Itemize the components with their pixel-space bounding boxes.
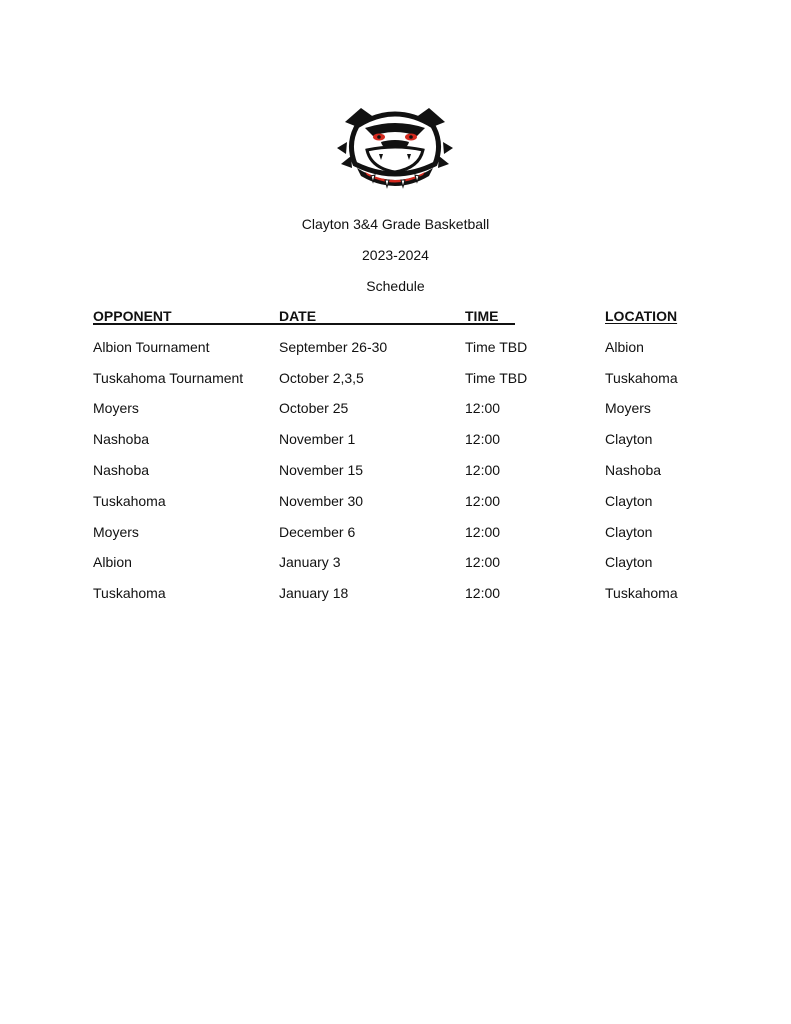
table-row <box>93 584 693 615</box>
time-cell: 12:00 <box>465 400 501 417</box>
column-header-opponent: OPPONENT <box>93 308 172 324</box>
location-cell: Nashoba <box>605 461 662 478</box>
location-cell: Albion <box>605 338 644 355</box>
opponent-cell: Tuskahoma <box>93 585 166 602</box>
opponent-cell: Nashoba <box>93 431 150 448</box>
opponent-cell: Moyers <box>93 523 139 540</box>
schedule-subtitle: Schedule <box>366 278 425 294</box>
date-cell: September 26-30 <box>279 338 388 355</box>
date-cell: November 15 <box>279 461 364 478</box>
time-cell: Time TBD <box>465 338 528 355</box>
table-row <box>93 523 693 554</box>
time-cell: 12:00 <box>465 461 501 478</box>
date-cell: November 1 <box>279 431 356 448</box>
opponent-cell: Albion Tournament <box>93 338 210 355</box>
opponent-cell: Moyers <box>93 400 139 417</box>
bulldog-mascot-icon <box>331 104 459 190</box>
schedule-table <box>93 307 693 615</box>
opponent-cell: Albion <box>93 554 132 571</box>
time-cell: 12:00 <box>465 585 501 602</box>
time-cell: Time TBD <box>465 369 528 386</box>
opponent-cell: Tuskahoma <box>93 492 166 509</box>
date-cell: December 6 <box>279 523 356 540</box>
table-row <box>93 338 693 369</box>
location-cell: Moyers <box>605 400 651 417</box>
location-cell: Clayton <box>605 523 653 540</box>
location-cell: Tuskahoma <box>605 585 678 602</box>
table-row <box>93 553 693 584</box>
time-cell: 12:00 <box>465 431 501 448</box>
table-row <box>93 461 693 492</box>
column-header-time: TIME <box>465 308 499 324</box>
table-row <box>93 399 693 430</box>
time-cell: 12:00 <box>465 523 501 540</box>
opponent-cell: Nashoba <box>93 461 150 478</box>
date-cell: January 3 <box>279 554 341 571</box>
season-label: 2023-2024 <box>362 247 429 263</box>
table-row <box>93 369 693 400</box>
time-cell: 12:00 <box>465 554 501 571</box>
time-cell: 12:00 <box>465 492 501 509</box>
table-header <box>93 307 693 338</box>
opponent-cell: Tuskahoma Tournament <box>93 369 244 386</box>
table-row <box>93 430 693 461</box>
location-cell: Clayton <box>605 431 653 448</box>
location-cell: Clayton <box>605 492 653 509</box>
date-cell: November 30 <box>279 492 364 509</box>
location-cell: Tuskahoma <box>605 369 678 386</box>
schedule-title: Clayton 3&4 Grade Basketball <box>301 216 490 232</box>
column-header-location: LOCATION <box>605 308 678 324</box>
date-cell: January 18 <box>279 585 349 602</box>
table-row <box>93 492 693 523</box>
location-cell: Clayton <box>605 554 653 571</box>
date-cell: October 2,3,5 <box>279 369 364 386</box>
column-header-date: DATE <box>279 308 317 324</box>
date-cell: October 25 <box>279 400 349 417</box>
